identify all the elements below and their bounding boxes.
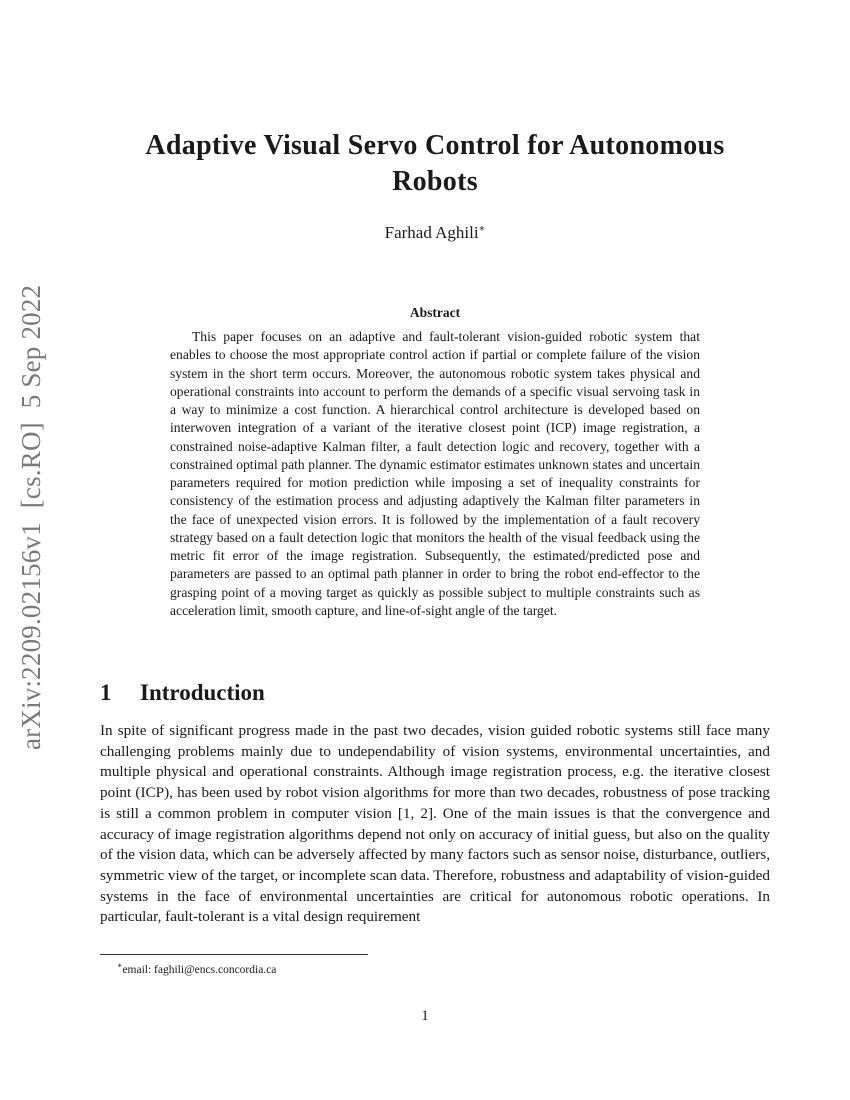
abstract-heading: Abstract <box>409 305 461 320</box>
footnote-mark: ∗ <box>117 961 123 970</box>
paper-title: Adaptive Visual Servo Control for Autonomous Robots <box>145 130 725 197</box>
author-line <box>100 223 770 243</box>
author-name: Farhad Aghili <box>384 223 479 242</box>
section-title: Introduction <box>140 680 265 705</box>
arxiv-identifier-stamp: arXiv:2209.02156v1 [cs.RO] 5 Sep 2022 <box>16 284 46 750</box>
footnote-divider <box>100 954 368 955</box>
section-number: 1 <box>100 680 112 705</box>
page-number: 1 <box>421 1008 429 1024</box>
section-heading-introduction <box>100 680 265 706</box>
footnote-email: email: faghili@encs.concordia.ca <box>122 963 277 976</box>
abstract-body: This paper focuses on an adaptive and fault-tolerant vision-guided robotic system that enables to choose the most appropriate control action if partial or complete failure of the vision system in the short term occurs. Moreover, the autonomous robotic system takes physical and operational constraints into account to perform the demands of a specific visual servoing task in a way to minimize a cost function. A hierarchical control architecture is developed based on interwoven integration of a variant of the iterative closest point (ICP) image registration, a constrained noise-adaptive Kalman filter, a fault detection logic and recovery, together with a constrained optimal path planner. The dynamic estimator estimates unknown states and uncertain parameters required for motion prediction while imposing a set of inequality constraints for consistency of the estimation process and adjusting adaptively the Kalman filter parameters in the face of unexpected vision errors. It is followed by the implementation of a fault recovery strategy based on a fault detection logic that monitors the health of the visual feedback using the metric fit error of the image registration. Subsequently, the estimated/predicted pose and parameters are passed to an optimal path planner in order to bring the robot end-effector to the grasping point of a moving target as quickly as possible subject to multiple constraints such as acceleration limit, smooth capture, and line-of-sight angle of the target. <box>170 329 700 618</box>
introduction-paragraph: In spite of significant progress made in the past two decades, vision guided robotic systems still face many challenging problems mainly due to undependability of vision systems, environmental uncertainties, and multiple physical and operational constraints. Although image registration process, e.g. the iterative closest point (ICP), has been used by robot vision algorithms for more than two decades, robustness of pose tracking is still a common problem in computer vision [1, 2]. One of the main issues is that the convergence and accuracy of image registration algorithms depend not only on accuracy of initial guess, but also on the quality of the vision data, which can be adversely affected by many factors such as sensor noise, disturbance, outliers, symmetric view of the target, or incomplete scan data. Therefore, robustness and adaptability of vision-guided systems in the face of environmental uncertainties are critical for autonomous robotic operations. In particular, fault-tolerant is a vital design requirement <box>100 722 770 926</box>
author-footnote-mark: ∗ <box>478 223 486 235</box>
footnote <box>117 961 276 976</box>
